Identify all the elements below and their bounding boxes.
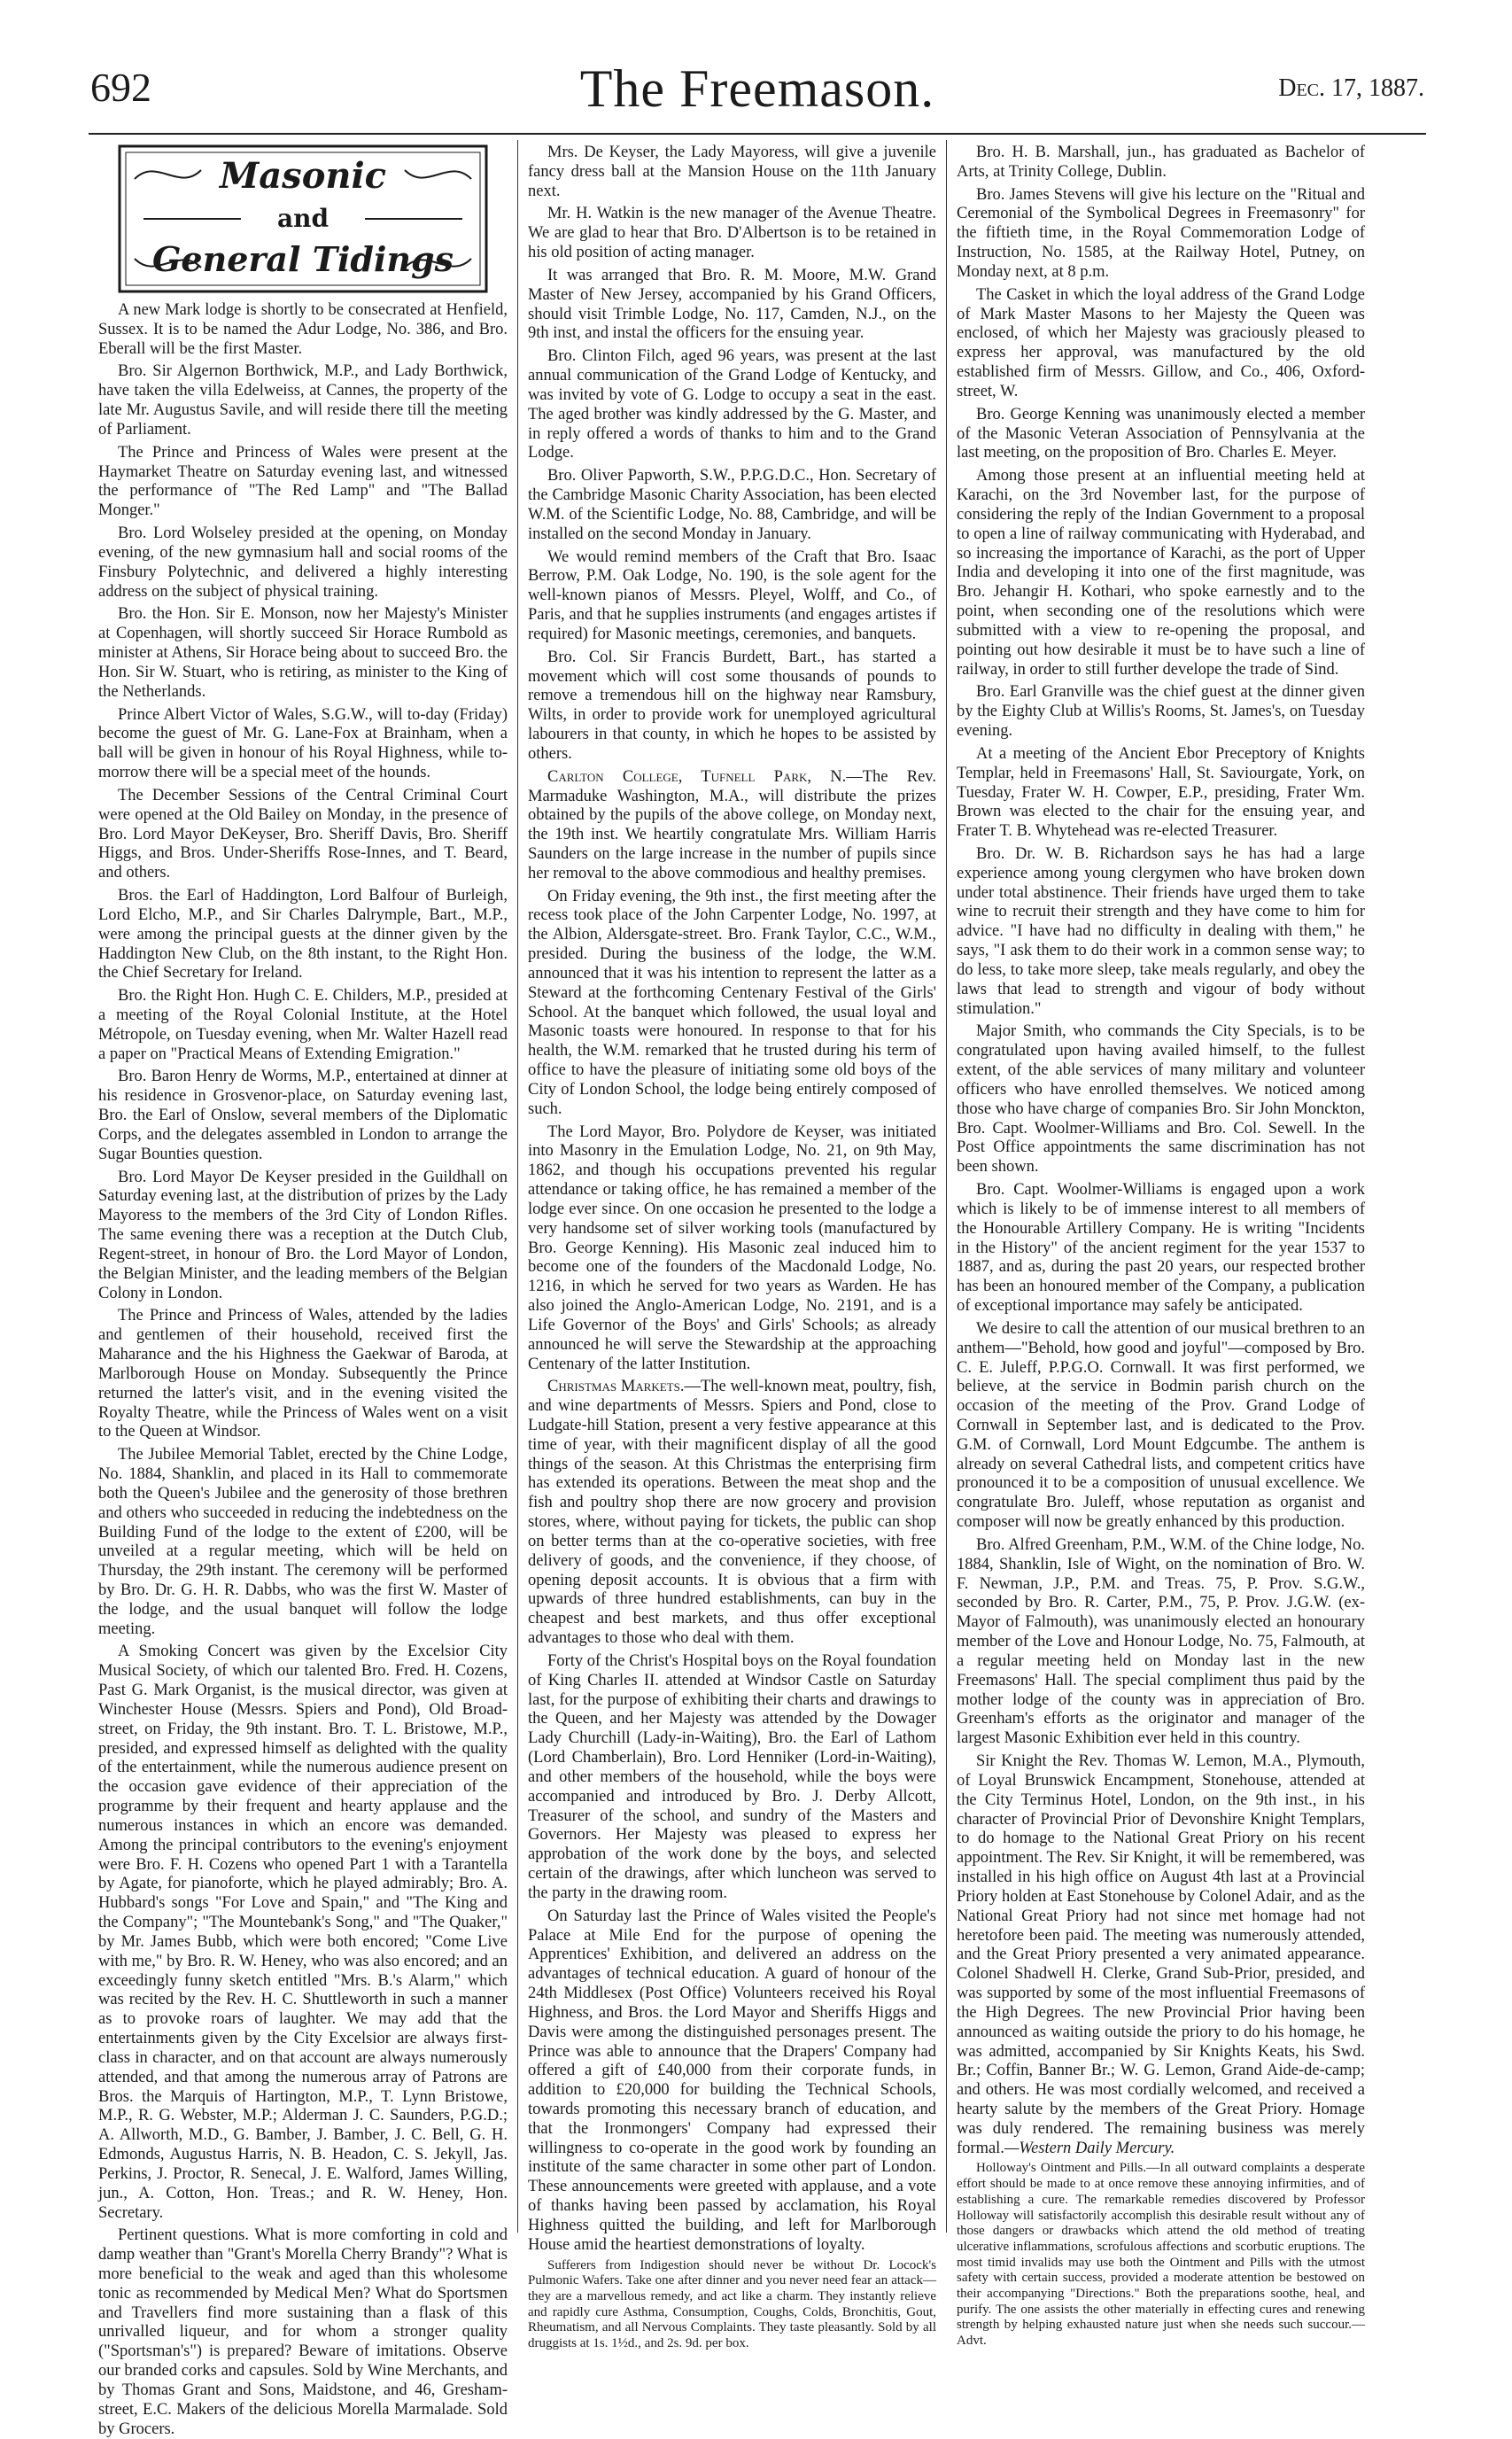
news-item: Bro. Earl Granville was the chief guest at the dinner given by the Eighty Club at Willis's Rooms, St. James's, on Tuesday evening.: [957, 683, 1365, 741]
news-item: Bro. Col. Sir Francis Burdett, Bart., has started a movement which will cost some thousands of pounds to remove a tremendous hill on the highway near Ramsbury, Wilts, in order to provide work for unemployed agricultural labourers in that county, in which he hopes to be assisted by others.: [528, 648, 936, 763]
advertisement: Sufferers from Indigestion should never be without Dr. Locock's Pulmonic Wafers. Take one after dinner and you never need fear an attack—they are a marvellous remedy, and act like a charm. They instantly relieve and rapidly cure Asthma, Consumption, Coughs, Colds, Bronchitis, Gout, Rheumatism, and all Nervous Complaints. They taste pleasantly. Sold by all druggists at 1s. 1½d., and 2s. 9d. per box.: [528, 2257, 936, 2351]
news-item: Bros. the Earl of Haddington, Lord Balfour of Burleigh, Lord Elcho, M.P., and Sir Charles Dalrymple, Bart., M.P., were among the principal guests at the dinner given by the Haddington New Club, on the 8th instant, to the Right Hon. the Chief Secretary for Ireland.: [98, 887, 508, 983]
news-item: Bro. George Kenning was unanimously elected a member of the Masonic Veteran Association of Pennsylvania at the last meeting, on the proposition of Bro. Charles E. Meyer.: [957, 405, 1365, 462]
newspaper-page: [89, 53, 1426, 2438]
news-item: We desire to call the attention of our musical brethren to an anthem—"Behold, how good and joyful"—composed by Bro. C. E. Juleff, P.P.G.O. Cornwall. It was first performed, we believe, at the service in Bodmin parish church on the occasion of the meeting of the Prov. Grand Lodge of Cornwall in September last, and is dedicated to the Prov. G.M. of Cornwall, Lord Mount Edgcumbe. The anthem is already on several Cathedral lists, and competent critics have pronounced it to be a composition of unusual excellence. We congratulate Bro. Juleff, whose reputation as organist and composer will now be greatly enhanced by this production.: [957, 1319, 1365, 1532]
column-left: [89, 140, 517, 2438]
news-item: The Lord Mayor, Bro. Polydore de Keyser, was initiated into Masonry in the Emulation Lodge, No. 21, on 9th May, 1862, and though his occupations prevented his regular attendance or taking office, he has remained a member of the lodge ever since. On one occasion he presented to the lodge a very handsome set of silver working tools (manufactured by Bro. George Kenning). His Masonic zeal induced him to become one of the founders of the Macdonald Lodge, No. 1216, in which he served for two years as Warden. He has also joined the Anglo-American Lodge, No. 2191, and is a Life Governor of the Boys' and Girls' Schools; as already announced he will serve the Stewardship at the approaching Centenary of the latter Institution.: [528, 1122, 936, 1373]
news-item: It was arranged that Bro. R. M. Moore, M.W. Grand Master of New Jersey, accompanied by his Grand Officers, should visit Trimble Lodge, No. 117, Camden, N.J., on the 9th inst, and instal the officers for the ensuing year.: [528, 266, 936, 343]
news-item: [528, 768, 936, 884]
news-item: Bro. Capt. Woolmer-Williams is engaged upon a work which is likely to be of immense interest to all members of the Honourable Artillery Company. He is writing "Incidents in the History" of the ancient regiment for the year 1537 to 1887, and as, during the past 20 years, our respected brother has been an honoured member of the Company, a publication of exceptional importance may safely be anticipated.: [957, 1181, 1365, 1316]
news-item: Bro. Oliver Papworth, S.W., P.P.G.D.C., Hon. Secretary of the Cambridge Masonic Charity Association, has been elected W.M. of the Scientific Lodge, No. 88, Cambridge, and will be installed on the second Monday in January.: [528, 467, 936, 543]
column-middle: [517, 140, 946, 2351]
article-columns: [89, 140, 1426, 2438]
news-item: The Jubilee Memorial Tablet, erected by the Chine Lodge, No. 1884, Shanklin, and placed in its Hall to commemorate both the Queen's Jubilee and the generosity of those brethren and others who succeeded in reducing the indebtedness on the Building Fund of the lodge to the extent of £200, will be unveiled at a regular meeting, which will be held on Thursday, the 29th instant. The ceremony will be performed by Bro. Dr. G. H. R. Dabbs, who was the first W. Master of the lodge, and the usual banquet will follow the lodge meeting.: [98, 1446, 508, 1638]
issue-date: Dec. 17, 1887.: [1278, 74, 1424, 102]
column-right: [946, 140, 1375, 2349]
news-item: Among those present at an influential meeting held at Karachi, on the 3rd November last, for the purpose of considering the reply of the Indian Government to a proposal to open a line of railway communicating with Hyderabad, and so increasing the importance of Karachi, as the port of Upper India and developing it into one of the first magnitude, was Bro. Jehangir H. Kothari, who spoke earnestly and to the point, when seconding one of the resolutions which were submitted with a view to re-opening the proposal, and pointing out how desirable it must be to have such a line of railway, in order to still further develope the trade of Sind.: [957, 467, 1365, 679]
item-heading: Christmas Markets.: [547, 1378, 685, 1396]
item-body: —The well-known meat, poultry, fish, and wine departments of Messrs. Spiers and Pond, close to Ludgate-hill Station, present a very festive appearance at this time of year, with their magnificent display of all the good things of the season. At this Christmas the enterprising firm has extended its operations. Between the meat shop and the fish and poultry shop there are now grocery and provision stores, where, without paying for tickets, the public can shop on better terms than at the co-operative societies, with free delivery of goods, and the convenience, if they choose, of opening deposit accounts. It is obvious that a firm with upwards of three hundred establishments, can buy in the cheapest and best markets, and thus offer exceptional advantages to those who deal with them.: [528, 1378, 936, 1648]
news-item: A new Mark lodge is shortly to be consecrated at Henfield, Sussex. It is to be named the Adur Lodge, No. 386, and Bro. Eberall will be the first Master.: [98, 301, 508, 358]
news-item: Bro. Baron Henry de Worms, M.P., entertained at dinner at his residence in Grosvenor-place, on Saturday evening last, Bro. the Earl of Onslow, several members of the Diplomatic Corps, and the delegates assembled in London to arrange the Sugar Bounties question.: [98, 1068, 508, 1163]
news-item: Bro. James Stevens will give his lecture on the "Ritual and Ceremonial of the Symbolical Degrees in Freemasonry" for the fiftieth time, in the Royal Commemoration Lodge of Instruction, No. 1585, at the Railway Hotel, Putney, on Monday next, at 8 p.m.: [957, 185, 1365, 281]
item-heading: Carlton College, Tufnell Park, N.: [547, 767, 847, 786]
advertisement: Holloway's Ointment and Pills.—In all outward complaints a desperate effort should be made to at once remove these annoying infirmities, and of establishing a cure. The remarkable remedies discovered by Professor Holloway will satisfactorily accomplish this desirable result without any of those dangers or drawbacks which attend the old method of treating ulcerative inflammations, scrofulous affections and scorbutic eruptions. The most timid invalids may use both the Ointment and Pills with the utmost safety with certain success, provided a moderate attention be bestowed on their accompanying "Directions." Both the preparations soothe, heal, and purify. The one assists the other materially in effecting cures and renewing strength by helping exhausted nature just when she needs such succour.—Advt.: [957, 2161, 1365, 2349]
heading-masonic: Masonic: [219, 155, 387, 197]
news-item: Bro. Dr. W. B. Richardson says he has had a large experience among young clergymen who have broken down under total abstinence. Their friends have urged them to take wine to recruit their strength and they have come to him for advice. "I have had no difficulty in dealing with them," he says, "I ask them to do their work in a common sense way; to do less, to take more sleep, take meals regularly, and obey the laws that lead to strength and vigour of body without stimulation.": [957, 844, 1365, 1018]
news-item: [957, 1752, 1365, 2158]
advertisement: Pertinent questions. What is more comforting in cold and damp weather than "Grant's Morella Cherry Brandy"? What is more beneficial to the weak and aged than this wholesome tonic as recommended by Medical Men? What do Sportsmen and Travellers find more sustaining than a flask of this unrivalled liqueur, and for whom a stronger quality ("Sportsman's") is prepared? Beware of imitations. Observe our branded corks and capsules. Sold by Wine Merchants, and by Thomas Grant and Sons, Maidstone, and 46, Gresham-street, E.C. Makers of the delicious Morella Marmalade. Sold by Grocers.: [98, 2226, 508, 2438]
news-item: Bro. Lord Mayor De Keyser presided in the Guildhall on Saturday evening last, at the distribution of prizes by the Lady Mayoress to the members of the 3rd City of London Rifles. The same evening there was a reception at the Dutch Club, Regent-street, in honour of Bro. the Lord Mayor of London, the Belgian Minister, and the leading members of the Belgian Colony in London.: [98, 1168, 508, 1302]
news-item: Major Smith, who commands the City Specials, is to be congratulated upon having availed himself, to the fullest extent, of the able services of many military and volunteer officers who have enrolled themselves. We noticed among those who have charge of companies Bro. Sir John Monckton, Bro. Capt. Woolmer-Williams and Bro. Col. Sewell. In the Post Office appointments the same discrimination has not been shown.: [957, 1022, 1365, 1177]
news-item: The Casket in which the loyal address of the Grand Lodge of Mark Master Masons to her Majesty the Queen was enclosed, of which her Majesty was graciously pleased to express her approval, was manufactured by the old established firm of Messrs. Gillow, and Co., 406, Oxford-street, W.: [957, 285, 1365, 400]
news-item: Forty of the Christ's Hospital boys on the Royal foundation of King Charles II. attended at Windsor Castle on Saturday last, for the purpose of exhibiting their charts and drawings to the Queen, and her Majesty was attended by the Dowager Lady Churchill (Lady-in-Waiting), Bro. the Earl of Lathom (Lord Chamberlain), Bro. Lord Henniker (Lord-in-Waiting), and other members of the household, while the boys were accompanied and introduced by Bro. J. Derby Allcott, Treasurer of the school, and sundry of the Masters and Governors. Her Majesty was pleased to express her approbation of the work done by the boys, and selected certain of the drawings, after which luncheon was served to the party in the drawing room.: [528, 1651, 936, 1902]
news-item: A Smoking Concert was given by the Excelsior City Musical Society, of which our talented Bro. Fred. H. Cozens, Past G. Mark Organist, is the musical director, was given at Winchester House (Messrs. Spiers and Pond), Old Broad-street, on Friday, the 9th instant. Bro. T. L. Bristowe, M.P., presided, and expressed himself as delighted with the quality of the entertainment, while the numerous audience present on the occasion gave evidence of their appreciation of the programme by their frequent and hearty applause and the numerous instances in which an encore was demanded. Among the principal contributors to the evening's enjoyment were Bro. F. H. Cozens who opened Part 1 with a Tarantella by Agate, for pianoforte, which he played admirably; Bro. A. Hubbard's songs "For Love and Spain," and "The King and the Company"; "The Mountebank's Song," and "The Quaker," by Mr. James Bubb, which were both encored; "Come Live with me," by Bro. R. W. Heney, who was also encored; and an exceedingly funny sketch entitled "Mrs. B.'s Alarm," which was recited by the Rev. H. C. Shuttleworth in such a manner as to provoke roars of laughter. We may add that the entertainments given by the City Excelsior are always first-class in character, and on that account are always numerously attended, and that among the numerous array of Patrons are Bros. the Marquis of Hartington, M.P., T. Lynn Bristowe, M.P., R. G. Webster, M.P.; Alderman J. C. Saunders, P.G.D.; A. Allworth, M.D., G. Bamber, J. Bamber, J. C. Bell, G. H. Edmonds, Augustus Harris, N. B. Headon, C. S. Jekyll, Jas. Perkins, J. Proctor, R. Senecal, J. E. Walford, James Willing, jun., A. Cotton, Hon. Treas.; and R. W. Heney, Hon. Secretary.: [98, 1643, 508, 2222]
item-body: Sir Knight the Rev. Thomas W. Lemon, M.A., Plymouth, of Loyal Brunswick Encampment, Stonehouse, attended at the City Terminus Hotel, London, on the 9th inst., in his character of Provincial Prior of Devonshire Knight Templars, to do homage to the National Great Priory on his recent appointment. The Rev. Sir Knight, it will be remembered, was installed in his high office on August 4th last at a Provincial Priory holden at East Stonehouse by Colonel Adair, and as the National Great Priory had not since met homage had not heretofore been paid. The meeting was numerously attended, and the Great Priory presented a very animated appearance. Colonel Shadwell H. Clerke, Grand Sub-Prior, presided, and was supported by some of the most influential Freemasons of the High Degrees. The new Provincial Prior having been announced as waiting outside the priory to do his homage, he was admitted, accompanied by Sir Knights Keats, his Swd. Br.; Coffin, Banner Br.; W. G. Lemon, Grand Aide-de-camp; and others. He was most cordially welcomed, and received a hearty salute by the members of the Great Priory. Homage was duly rendered. The remaining business was merely formal.: [957, 1752, 1365, 2157]
item-body: —The Rev. Marmaduke Washington, M.A., will distribute the prizes obtained by the pupils of the above college, on Monday next, the 19th inst. We heartily congratulate Mrs. William Harris Saunders on the large increase in the number of pupils since her removal to the above commodious and healthy premises.: [528, 767, 936, 882]
item-source: —Western Daily Mercury.: [1004, 2139, 1175, 2157]
news-item: Mrs. De Keyser, the Lady Mayoress, will give a juvenile fancy dress ball at the Mansion House on the 11th January next.: [528, 144, 936, 200]
news-item: Bro. Sir Algernon Borthwick, M.P., and Lady Borthwick, have taken the villa Edelweiss, at Cannes, the property of the late Mr. Augustus Savile, and will reside there till the meeting of Parliament.: [98, 362, 508, 439]
heading-general-tidings: General Tidings: [151, 239, 454, 279]
news-item: Bro. H. B. Marshall, jun., has graduated as Bachelor of Arts, at Trinity College, Dublin.: [957, 144, 1365, 181]
news-item: Bro. the Right Hon. Hugh C. E. Childers, M.P., presided at a meeting of the Royal Colonial Institute, at the Hotel Métropole, on Tuesday evening, when Mr. Walter Hazell read a paper on "Practical Means of Extending Emigration.": [98, 987, 508, 1063]
page-number: 692: [90, 65, 151, 110]
news-item: Prince Albert Victor of Wales, S.G.W., will to-day (Friday) become the guest of Mr. G. Lane-Fox at Brainham, when a ball will be given in honour of his Royal Highness, while to-morrow there will be a special meet of the hounds.: [98, 705, 508, 782]
news-item: We would remind members of the Craft that Bro. Isaac Berrow, P.M. Oak Lodge, No. 190, is the sole agent for the well-known pianos of Messrs. Pleyel, Wolff, and Co., of Paris, and that he supplies instruments (and engages artistes if required) for Masonic meetings, ceremonies, and banquets.: [528, 548, 936, 643]
news-item: The Prince and Princess of Wales, attended by the ladies and gentlemen of their household, received first the Maharance and the his Highness the Gaekwar of Baroda, at Marlborough House on Monday. Subsequently the Prince returned the latter's visit, and in the evening visited the Royalty Theatre, while the Princess of Wales went on a visit to the Queen at Windsor.: [98, 1307, 508, 1441]
heading-and: and: [276, 204, 330, 233]
news-item: On Saturday last the Prince of Wales visited the People's Palace at Mile End for the purpose of opening the Apprentices' Exhibition, and delivered an address on the advantages of technical education. A guard of honour of the 24th Middlesex (Post Office) Volunteers received his Royal Highness, and Bros. the Lord Mayor and Sheriffs Higgs and Davis were among the distinguished personages present. The Prince was able to announce that the Drapers' Company had offered a gift of £40,000 from their corporate funds, in addition to £20,000 for building the Technical Schools, towards promoting this necessary branch of education, and that the Ironmongers' Company had expressed their willingness to co-operate in the good work by founding an institute of the same character in some other part of London. These announcements were greeted with applause, and a vote of thanks having been passed by acclamation, his Royal Highness quitted the building, and left for Marlborough House amid the heartiest demonstrations of loyalty.: [528, 1907, 936, 2254]
news-item: [528, 1378, 936, 1649]
news-item: The Prince and Princess of Wales were present at the Haymarket Theatre on Saturday evening last, and witnessed the performance of "The Red Lamp" and "The Ballad Monger.": [98, 443, 508, 520]
masthead: [89, 53, 1426, 135]
news-item: On Friday evening, the 9th inst., the first meeting after the recess took place of the John Carpenter Lodge, No. 1997, at the Albion, Aldersgate-street. Bro. Frank Taylor, C.C., W.M., presided. During the business of the lodge, the W.M. announced that it was his intention to represent the latter as a Steward at the forthcoming Centenary Festival of the Girls' School. At the banquet which followed, the usual loyal and Masonic toasts were honoured. In response to that for his health, the W.M. remarked that he trusted during his term of office to have the pleasure of initiating some old boys of the City of London School, the lodge being entirely composed of such.: [528, 887, 936, 1118]
news-item: At a meeting of the Ancient Ebor Preceptory of Knights Templar, held in Freemasons' Hall, St. Saviourgate, York, on Tuesday, Frater W. H. Cowper, E.P., presiding, Frater Wm. Brown was elected to the chair for the ensuing year, and Frater T. B. Whytehead was re-elected Treasurer.: [957, 744, 1365, 841]
news-item: The December Sessions of the Central Criminal Court were opened at the Old Bailey on Monday, in the presence of Bro. Lord Mayor DeKeyser, Bro. Sheriff Davis, Bro. Sheriff Higgs, and Bros. Under-Sheriffs Rose-Innes, and T. Beard, and others.: [98, 786, 508, 882]
news-item: Mr. H. Watkin is the new manager of the Avenue Theatre. We are glad to hear that Bro. D'Albertson is to be retained in his old position of acting manager.: [528, 205, 936, 262]
news-item: Bro. the Hon. Sir E. Monson, now her Majesty's Minister at Copenhagen, will shortly succeed Sir Horace Rumbold as minister at Athens, Sir Horace being about to succeed Bro. the Hon. Sir W. Stuart, who is retiring, as minister to the King of the Netherlands.: [98, 605, 508, 701]
news-item: Bro. Lord Wolseley presided at the opening, on Monday evening, of the new gymnasium hall and social rooms of the Finsbury Polytechnic, and delivered a highly interesting address on the subject of physical training.: [98, 524, 508, 601]
news-item: Bro. Clinton Filch, aged 96 years, was present at the last annual communication of the Grand Lodge of Kentucky, and was invited by vote of G. Lodge to occupy a seat in the east. The aged brother was kindly addressed by the G. Master, and in reply offered a words of thanks to him and to the Grand Lodge.: [528, 347, 936, 462]
news-item: Bro. Alfred Greenham, P.M., W.M. of the Chine lodge, No. 1884, Shanklin, Isle of Wight, on the nomination of Bro. W. F. Newman, J.P., P.M. and Treas. 75, P. Prov. S.G.W., seconded by Bro. R. Carter, P.M., 75, P. Prov. J.G.W. (ex-Mayor of Falmouth), was unanimously elected an honourary member of the Love and Honour Lodge, No. 75, Falmouth, at a regular meeting held on Monday last in the new Freemasons' Hall. The special compliment thus paid by the mother lodge of the county was in appreciation of Bro. Greenham's efforts as the originator and manager of the largest Masonic Exhibition ever held in this country.: [957, 1535, 1365, 1748]
paper-title: The Freemason.: [579, 59, 935, 118]
section-heading-banner: [117, 144, 489, 294]
